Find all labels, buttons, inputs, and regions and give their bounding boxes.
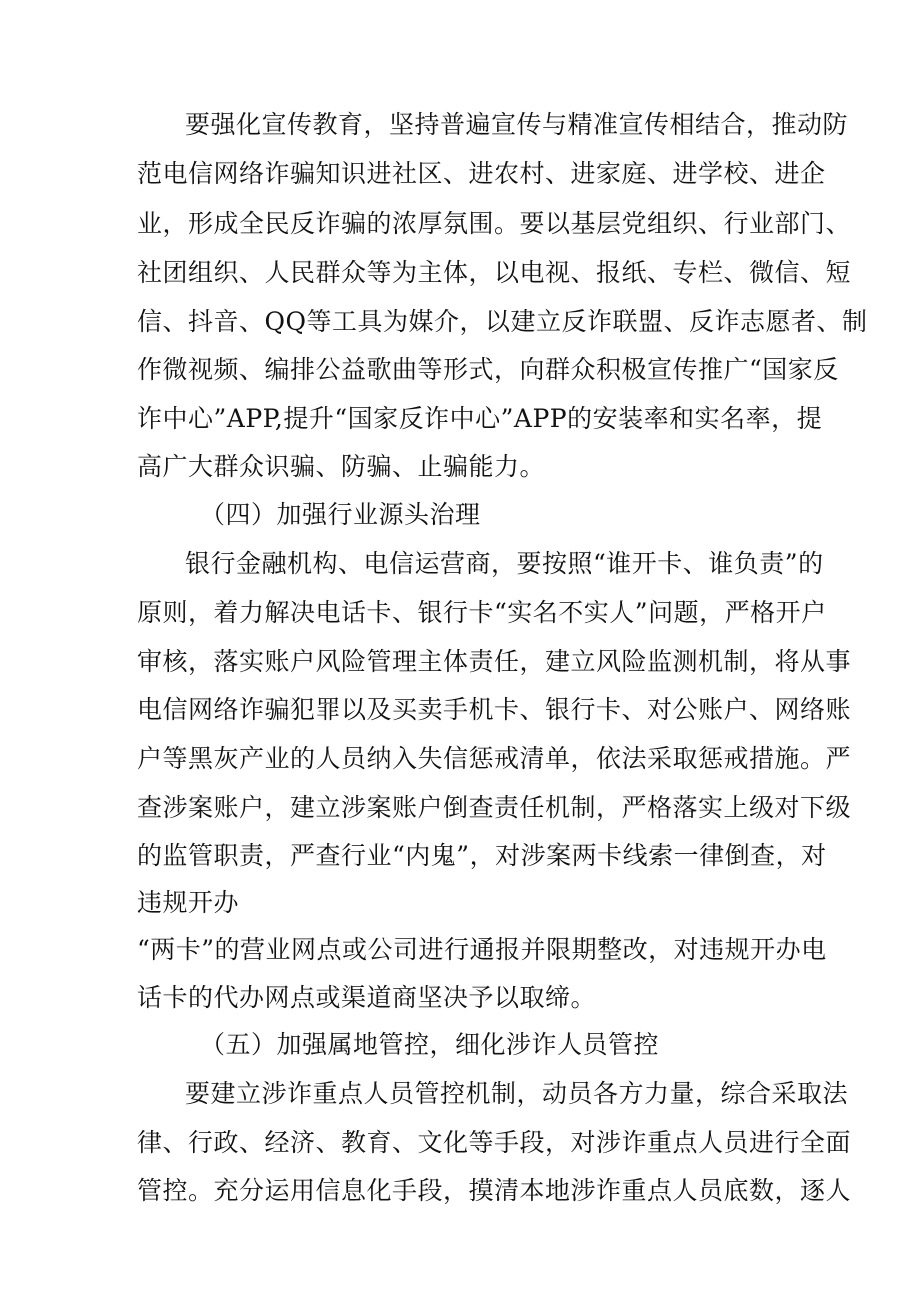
paragraph-1-line-3: 业，形成全民反诈骗的浓厚氛围。要以基层党组织、行业部门、 xyxy=(137,209,852,238)
paragraph-2-line-5: 户等黑灰产业的人员纳入失信惩戒清单，依法采取惩戒措施。严 xyxy=(137,744,852,773)
paragraph-1-line-4: 社团组织、人民群众等为主体，以电视、报纸、专栏、微信、短 xyxy=(137,258,852,287)
paragraph-2-line-2: 原则，着力解决电话卡、银行卡“实名不实人”问题，严格开户 xyxy=(137,598,827,627)
paragraph-3-line-1: 要建立涉诈重点人员管控机制，动员各方力量，综合采取法 xyxy=(185,1079,849,1108)
paragraph-1-line-8: 高广大群众识骗、防骗、止骗能力。 xyxy=(137,452,546,481)
paragraph-1-line-1: 要强化宣传教育，坚持普遍宣传与精准宣传相结合，推动防 xyxy=(185,110,849,139)
paragraph-2-line-4: 电信网络诈骗犯罪以及买卖手机卡、银行卡、对公账户、网络账 xyxy=(137,695,852,724)
paragraph-2-line-1: 银行金融机构、电信运营商，要按照“谁开卡、谁负责”的 xyxy=(185,549,824,578)
paragraph-1-line-5: 信、抖音、QQ等工具为媒介，以建立反诈联盟、反诈志愿者、制 xyxy=(137,307,868,336)
paragraph-1-line-7: 诈中心”APP,提升“国家反诈中心”APP的安装率和实名率，提 xyxy=(137,404,823,433)
paragraph-1-line-2: 范电信网络诈骗知识进社区、进农村、进家庭、进学校、进企 xyxy=(137,159,826,188)
paragraph-2-line-6: 查涉案账户，建立涉案账户倒查责任机制，严格落实上级对下级 xyxy=(137,793,852,822)
paragraph-2-line-8: 违规开办 xyxy=(137,888,240,917)
section-heading-5: （五）加强属地管控，细化涉诈人员管控 xyxy=(200,1030,660,1059)
paragraph-3-line-3: 管控。充分运用信息化手段，摸清本地涉诈重点人员底数，逐人 xyxy=(137,1176,852,1205)
paragraph-2-line-7: 的监管职责，严查行业“内鬼”，对涉案两卡线索一律倒查，对 xyxy=(137,841,827,870)
paragraph-2-line-9: “两卡”的营业网点或公司进行通报并限期整改，对违规开办电 xyxy=(137,935,827,964)
section-heading-4: （四）加强行业源头治理 xyxy=(200,500,481,529)
paragraph-2-line-10: 话卡的代办网点或渠道商坚决予以取缔。 xyxy=(137,983,597,1012)
paragraph-2-line-3: 审核，落实账户风险管理主体责任，建立风险监测机制，将从事 xyxy=(137,647,852,676)
paragraph-3-line-2: 律、行政、经济、教育、文化等手段，对涉诈重点人员进行全面 xyxy=(137,1128,852,1157)
paragraph-1-line-6: 作微视频、编排公益歌曲等形式，向群众积极宣传推广“国家反 xyxy=(137,355,839,384)
